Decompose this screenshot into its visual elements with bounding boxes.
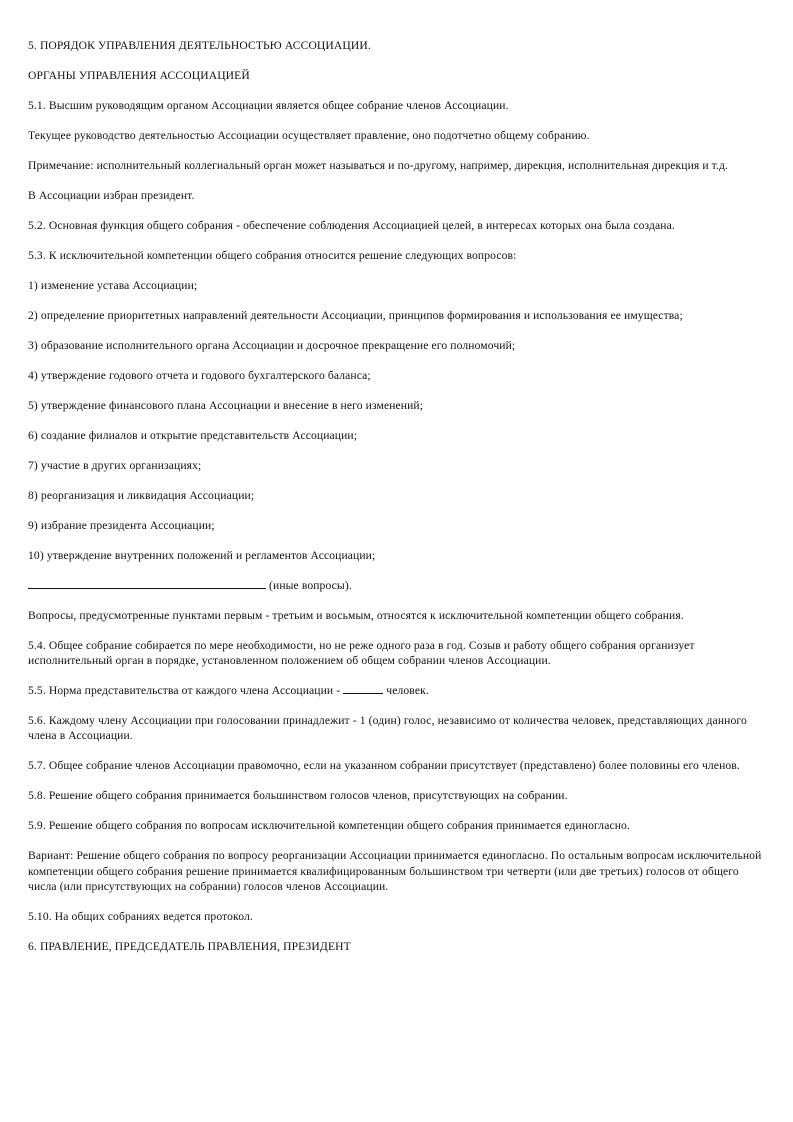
list-item-7: 7) участие в других организациях;	[28, 459, 202, 472]
paragraph-5-9: 5.9. Решение общего собрания по вопросам исключительной компетенции общего собрания принимается единогласно.	[28, 819, 630, 833]
paragraph-5-5	[28, 683, 765, 698]
subheading-governing-bodies: ОРГАНЫ УПРАВЛЕНИЯ АССОЦИАЦИЕЙ	[28, 69, 250, 82]
paragraph-5-5-prefix: 5.5. Норма представительства от каждого члена Ассоциации -	[28, 684, 341, 698]
list-item-other-questions	[28, 578, 765, 593]
fill-in-blank-other-questions[interactable]	[28, 580, 266, 589]
list-item-10: 10) утверждение внутренних положений и регламентов Ассоциации;	[28, 549, 376, 562]
document-body	[28, 38, 765, 954]
paragraph-5-4: 5.4. Общее собрание собирается по мере необходимости, но не реже одного раза в год. Созыв и работу общего собрания организует исполнительный орган в порядке, установленном положением об общем собрании членов Ассоциации.	[28, 639, 695, 668]
list-item-5: 5) утверждение финансового плана Ассоциации и внесение в него изменений;	[28, 399, 424, 412]
paragraph-note: Примечание: исполнительный коллегиальный орган может называться и по-другому, например, дирекция, исполнительная дирекция и т.д.	[28, 159, 729, 172]
paragraph-president-elected: В Ассоциации избран президент.	[28, 189, 195, 202]
section-heading-6: 6. ПРАВЛЕНИЕ, ПРЕДСЕДАТЕЛЬ ПРАВЛЕНИЯ, ПРЕЗИДЕНТ	[28, 939, 351, 953]
list-item-2: 2) определение приоритетных направлений деятельности Ассоциации, принципов формирования и использования ее имущества;	[28, 309, 683, 322]
paragraph-variant: Вариант: Решение общего собрания по вопросу реорганизации Ассоциации принимается единогласно. По остальным вопросам исключительной компетенции общего собрания решение принимается квалифицированным большинством три четверти (или две третьих) голосов от общего числа (или присутствующих на собрании) голосов членов Ассоциации.	[28, 849, 762, 893]
list-item-9: 9) избрание президента Ассоциации;	[28, 519, 215, 532]
list-item-6: 6) создание филиалов и открытие представительств Ассоциации;	[28, 429, 358, 442]
section-heading-5: 5. ПОРЯДОК УПРАВЛЕНИЯ ДЕЯТЕЛЬНОСТЬЮ АССОЦИАЦИИ.	[28, 39, 371, 52]
paragraph-5-1: 5.1. Высшим руководящим органом Ассоциации является общее собрание членов Ассоциации.	[28, 99, 509, 112]
list-item-1: 1) изменение устава Ассоциации;	[28, 279, 198, 292]
paragraph-5-3: 5.3. К исключительной компетенции общего собрания относится решение следующих вопросов:	[28, 249, 517, 262]
list-item-8: 8) реорганизация и ликвидация Ассоциации;	[28, 489, 255, 502]
paragraph-5-5-suffix: человек.	[386, 684, 429, 698]
fill-in-blank-representation-norm[interactable]	[343, 685, 383, 694]
paragraph-current-management: Текущее руководство деятельностью Ассоциации осуществляет правление, оно подотчетно общему собранию.	[28, 129, 590, 142]
other-questions-label: (иные вопросы).	[269, 579, 352, 592]
list-item-4: 4) утверждение годового отчета и годового бухгалтерского баланса;	[28, 369, 371, 382]
paragraph-5-7: 5.7. Общее собрание членов Ассоциации правомочно, если на указанном собрании присутствует (представлено) более половины его членов.	[28, 759, 740, 773]
paragraph-5-8: 5.8. Решение общего собрания принимается большинством голосов членов, присутствующих на собрании.	[28, 789, 568, 803]
paragraph-5-2: 5.2. Основная функция общего собрания - обеспечение соблюдения Ассоциацией целей, в интересах которых она была создана.	[28, 219, 675, 232]
paragraph-5-10: 5.10. На общих собраниях ведется протокол.	[28, 909, 253, 923]
paragraph-exclusive-competence-note: Вопросы, предусмотренные пунктами первым - третьим и восьмым, относятся к исключительной компетенции общего собрания.	[28, 609, 684, 622]
paragraph-5-6: 5.6. Каждому члену Ассоциации при голосовании принадлежит - 1 (один) голос, независимо от количества человек, представляющих данного члена в Ассоциации.	[28, 714, 747, 743]
list-item-3: 3) образование исполнительного органа Ассоциации и досрочное прекращение его полномочий;	[28, 339, 516, 352]
